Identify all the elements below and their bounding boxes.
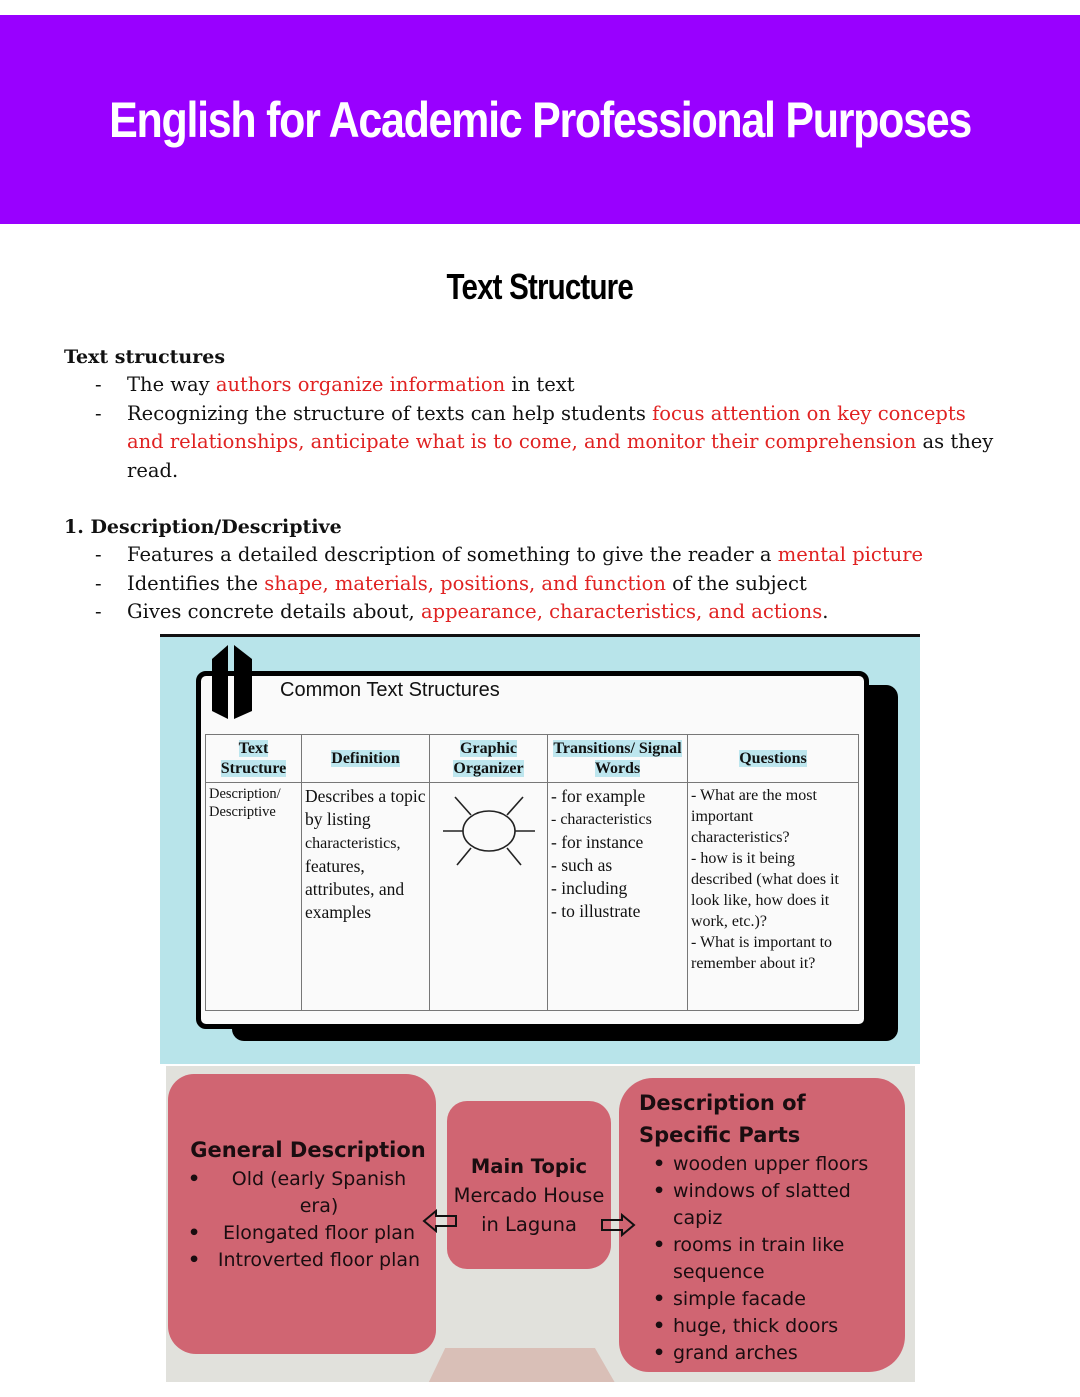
- signal-word: - for example: [551, 786, 646, 806]
- column-header: [688, 735, 859, 783]
- box-heading: Main Topic: [470, 1155, 588, 1178]
- bookmark-icon: [208, 645, 256, 719]
- list-item: [64, 541, 1014, 570]
- definition-text: features, attributes, and examples: [305, 856, 405, 922]
- text: as they read.: [127, 430, 994, 482]
- description-bullets: [64, 541, 1014, 627]
- topic-text: in Laguna: [481, 1213, 577, 1236]
- question: - how is it being described (what does it look like, how does it work, etc.)?: [691, 850, 839, 930]
- dash-bullet-icon: -: [95, 571, 102, 595]
- list-item: • windows of slatted capiz: [639, 1178, 899, 1232]
- text-structures-table-figure: [160, 634, 920, 1064]
- table-header-row: [206, 735, 859, 783]
- dash-bullet-icon: -: [95, 600, 102, 624]
- description-organizer-figure: [166, 1066, 915, 1382]
- definition-text: Describes a topic by listing: [305, 786, 426, 829]
- text: of the subject: [665, 571, 807, 595]
- section-heading: 1. Description/Descriptive: [64, 516, 342, 538]
- list-item: • grand arches: [639, 1340, 899, 1367]
- highlight-text: appearance, characteristics, and actions: [420, 600, 823, 624]
- signal-word: - such as: [551, 855, 613, 875]
- page-title: [0, 266, 1080, 308]
- intro-section: [64, 343, 1014, 485]
- house-roof-image: [426, 1348, 618, 1382]
- arrow-right-icon: [600, 1213, 636, 1237]
- description-section: [64, 513, 1014, 627]
- signal-word: - including: [551, 878, 628, 898]
- highlight-text: authors organize information: [215, 373, 506, 396]
- structure-cell: Description/ Descriptive: [206, 783, 302, 1011]
- signal-word: - characteristics: [551, 811, 652, 828]
- topic-text: Mercado House: [453, 1184, 605, 1207]
- question: - What are the most important characteristics?: [691, 787, 817, 846]
- list-item: • simple facade: [639, 1286, 899, 1313]
- list-item: • Introverted floor plan: [188, 1247, 428, 1274]
- text: Gives concrete details about,: [127, 600, 421, 624]
- general-description: [188, 1134, 428, 1274]
- header-banner: [0, 15, 1080, 224]
- dash-bullet-icon: -: [95, 543, 102, 566]
- dash-bullet-icon: -: [95, 373, 102, 396]
- intro-bullets: [64, 371, 1014, 485]
- specific-parts: [639, 1087, 899, 1367]
- card-title: Common Text Structures: [280, 679, 500, 701]
- list-item: [64, 570, 1014, 599]
- sun-web-icon: [439, 791, 539, 871]
- definition-text: characteristics,: [305, 835, 401, 852]
- signal-words-cell: [548, 783, 688, 1011]
- signal-word: - for instance: [551, 832, 644, 852]
- main-topic: [447, 1152, 611, 1239]
- box-heading: Description of Specific Parts: [639, 1091, 806, 1147]
- text: Identifies the: [127, 571, 265, 595]
- column-header: [548, 735, 688, 783]
- header-text: Graphic Organizer: [453, 739, 524, 777]
- banner-title: English for Academic Professional Purposes: [109, 91, 971, 148]
- specific-list: [639, 1151, 899, 1367]
- questions-cell: [688, 783, 859, 1011]
- section-heading: Text structures: [64, 346, 226, 368]
- text: The way: [127, 373, 216, 396]
- text: .: [822, 600, 829, 624]
- highlight-text: shape, materials, positions, and function: [264, 571, 666, 595]
- question: - What is important to remember about it?: [691, 934, 833, 972]
- dash-bullet-icon: -: [95, 401, 102, 425]
- page-title-text: Text Structure: [446, 266, 634, 307]
- signal-word: - to illustrate: [551, 901, 641, 921]
- table-card: [196, 671, 869, 1029]
- definition-cell: [302, 783, 430, 1011]
- organizer-cell: [430, 783, 548, 1011]
- list-item: [64, 400, 1014, 486]
- highlight-text: focus attention on key concepts and relationships, anticipate what is to come, and monitor their comprehension: [127, 401, 966, 454]
- header-text: Definition: [331, 749, 400, 767]
- arrow-left-icon: [422, 1209, 458, 1233]
- text: in text: [505, 373, 575, 396]
- column-header: [206, 735, 302, 783]
- header-text: Transitions/ Signal Words: [553, 739, 682, 777]
- list-item: • Old (early Spanish era): [188, 1166, 428, 1220]
- structures-table: [205, 734, 859, 1011]
- list-item: [64, 371, 1014, 400]
- list-item: • huge, thick doors: [639, 1313, 899, 1340]
- list-item: • wooden upper floors: [639, 1151, 899, 1178]
- list-item: • rooms in train like sequence: [639, 1232, 899, 1286]
- general-list: [188, 1166, 428, 1274]
- header-text: Text Structure: [220, 739, 287, 777]
- list-item: • Elongated floor plan: [188, 1220, 428, 1247]
- text: Recognizing the structure of texts can help students: [127, 401, 653, 425]
- box-heading: General Description: [190, 1138, 426, 1162]
- column-header: [430, 735, 548, 783]
- column-header: [302, 735, 430, 783]
- list-item: [64, 598, 1014, 627]
- table-row: [206, 783, 859, 1011]
- text: Features a detailed description of something to give the reader a: [127, 543, 778, 566]
- header-text: Questions: [739, 749, 807, 767]
- highlight-text: mental picture: [777, 543, 924, 566]
